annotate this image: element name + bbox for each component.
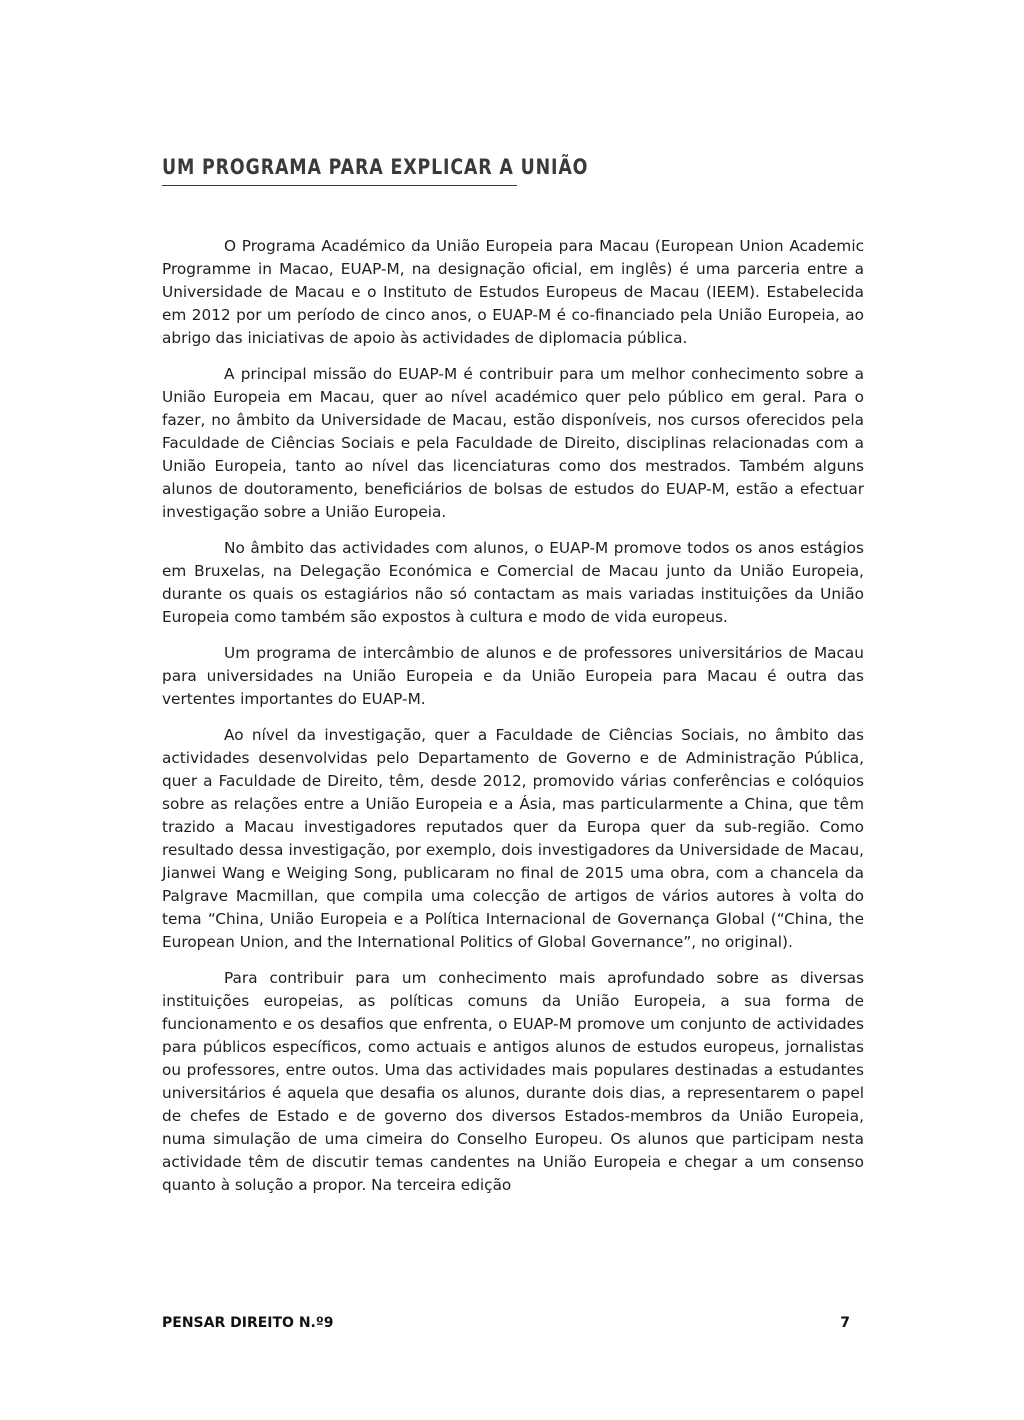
section-heading: [162, 153, 589, 186]
paragraph-1: O Programa Académico da União Europeia para Macau (European Union Academic Programme in Macao, EUAP-M, na designação oficial, em inglês) é uma parceria entre a Universidade de Macau e o Instituto de Estudos Europeus de Macau (IEEM). Estabelecida em 2012 por um período de cinco anos, o EUAP-M é co-financiado pela União Europeia, ao abrigo das iniciativas de apoio às actividades de diplomacia pública.: [162, 237, 864, 347]
paragraph-3: No âmbito das actividades com alunos, o EUAP-M promove todos os anos estágios em Bruxelas, na Delegação Económica e Comercial de Macau junto da União Europeia, durante os quais os estagiários não só contactam as mais variadas instituições da União Europeia como também são expostos à cultura e modo de vida europeus.: [162, 539, 864, 626]
paragraph-6: Para contribuir para um conhecimento mais aprofundado sobre as diversas instituições europeias, as políticas comuns da União Europeia, a sua forma de funcionamento e os desafios que enfrenta, o EUAP-M promove um conjunto de actividades para públicos específicos, como actuais e antigos alunos de estudos europeus, jornalistas ou professores, entre outos. Uma das actividades mais populares destinadas a estudantes universitários é aquela que desafia os alunos, durante dois dias, a representarem o papel de chefes de Estado e de governo dos diversos Estados-membros da União Europeia, numa simulação de uma cimeira do Conselho Europeu. Os alunos que participam nesta actividade têm de discutir temas candentes na União Europeia e chegar a um consenso quanto à solução a propor. Na terceira edição: [162, 969, 864, 1194]
paragraph-2: A principal missão do EUAP-M é contribuir para um melhor conhecimento sobre a União Europeia em Macau, quer ao nível académico quer pelo público em geral. Para o fazer, no âmbito da Universidade de Macau, estão disponíveis, nos cursos oferecidos pela Faculdade de Ciências Sociais e pela Faculdade de Direito, disciplinas relacionadas com a União Europeia, tanto ao nível das licenciaturas como dos mestrados. Também alguns alunos de doutoramento, beneficiários de bolsas de estudos do EUAP-M, estão a efectuar investigação sobre a União Europeia.: [162, 365, 864, 521]
paragraph-4: Um programa de intercâmbio de alunos e de professores universitários de Macau para universidades na União Europeia e da União Europeia para Macau é outra das vertentes importantes do EUAP-M.: [162, 644, 864, 708]
paragraph-5: Ao nível da investigação, quer a Faculdade de Ciências Sociais, no âmbito das actividades desenvolvidas pelo Departamento de Governo e de Administração Pública, quer a Faculdade de Direito, têm, desde 2012, promovido várias conferências e colóquios sobre as relações entre a União Europeia e a Ásia, mas particularmente a China, que têm trazido a Macau investigadores reputados quer da Europa quer da sub-região. Como resultado dessa investigação, por exemplo, dois investigadores da Universidade de Macau, Jianwei Wang e Weiging Song, publicaram no final de 2015 uma obra, com a chancela da Palgrave Macmillan, que compila uma colecção de artigos de vários autores à volta do tema “China, União Europeia e a Política Internacional de Governança Global (“China, the European Union, and the International Politics of Global Governance”, no original).: [162, 726, 864, 951]
page-footer: [162, 1312, 850, 1334]
article-body: [162, 235, 864, 1210]
section-title: UM PROGRAMA PARA EXPLICAR A UNIÃO: [162, 155, 589, 179]
journal-title: PENSAR DIREITO N.º9: [162, 1315, 334, 1331]
page-number: 7: [840, 1315, 850, 1331]
